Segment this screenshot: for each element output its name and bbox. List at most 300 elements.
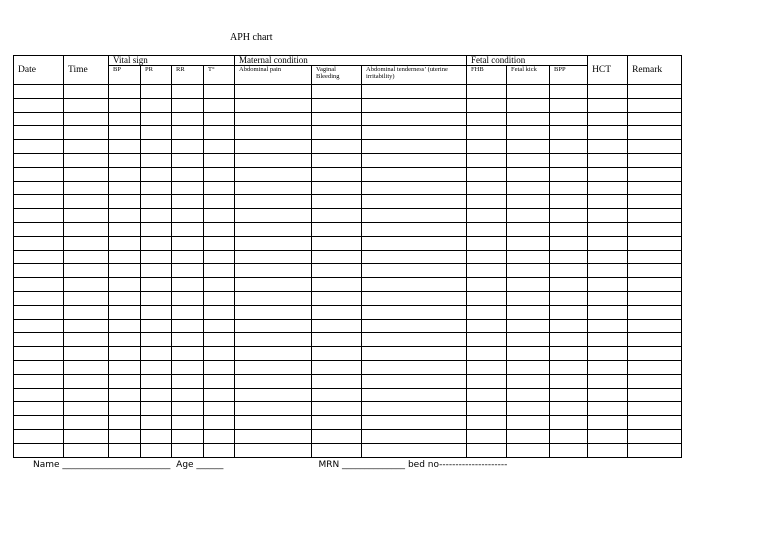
table-cell[interactable]	[204, 153, 235, 167]
table-cell[interactable]	[14, 360, 64, 374]
table-cell[interactable]	[204, 333, 235, 347]
table-cell[interactable]	[628, 167, 682, 181]
table-cell[interactable]	[64, 402, 109, 416]
table-cell[interactable]	[362, 153, 467, 167]
table-cell[interactable]	[14, 402, 64, 416]
table-cell[interactable]	[628, 112, 682, 126]
table-cell[interactable]	[109, 360, 141, 374]
table-cell[interactable]	[109, 333, 141, 347]
table-cell[interactable]	[172, 402, 204, 416]
table-cell[interactable]	[312, 98, 362, 112]
table-cell[interactable]	[14, 416, 64, 430]
table-cell[interactable]	[507, 209, 550, 223]
table-cell[interactable]	[588, 85, 628, 99]
table-cell[interactable]	[204, 443, 235, 457]
table-cell[interactable]	[362, 291, 467, 305]
table-cell[interactable]	[64, 167, 109, 181]
table-cell[interactable]	[141, 112, 172, 126]
table-cell[interactable]	[109, 443, 141, 457]
table-cell[interactable]	[109, 112, 141, 126]
table-cell[interactable]	[467, 112, 507, 126]
table-cell[interactable]	[362, 402, 467, 416]
table-cell[interactable]	[14, 333, 64, 347]
table-cell[interactable]	[141, 98, 172, 112]
table-cell[interactable]	[235, 443, 312, 457]
table-cell[interactable]	[172, 278, 204, 292]
table-cell[interactable]	[628, 195, 682, 209]
table-cell[interactable]	[550, 209, 588, 223]
table-cell[interactable]	[550, 85, 588, 99]
table-cell[interactable]	[362, 333, 467, 347]
table-cell[interactable]	[312, 443, 362, 457]
table-cell[interactable]	[235, 98, 312, 112]
table-cell[interactable]	[312, 291, 362, 305]
table-cell[interactable]	[312, 112, 362, 126]
table-cell[interactable]	[109, 167, 141, 181]
table-cell[interactable]	[172, 195, 204, 209]
table-cell[interactable]	[588, 264, 628, 278]
table-cell[interactable]	[588, 333, 628, 347]
table-cell[interactable]	[64, 443, 109, 457]
table-cell[interactable]	[550, 250, 588, 264]
table-cell[interactable]	[204, 140, 235, 154]
table-cell[interactable]	[14, 222, 64, 236]
table-cell[interactable]	[14, 181, 64, 195]
table-cell[interactable]	[141, 167, 172, 181]
table-cell[interactable]	[312, 181, 362, 195]
table-cell[interactable]	[14, 305, 64, 319]
table-cell[interactable]	[109, 126, 141, 140]
table-cell[interactable]	[204, 126, 235, 140]
table-cell[interactable]	[172, 333, 204, 347]
table-cell[interactable]	[204, 85, 235, 99]
table-cell[interactable]	[550, 443, 588, 457]
table-cell[interactable]	[141, 209, 172, 223]
table-cell[interactable]	[550, 153, 588, 167]
table-cell[interactable]	[362, 388, 467, 402]
table-cell[interactable]	[14, 195, 64, 209]
table-cell[interactable]	[550, 264, 588, 278]
table-cell[interactable]	[467, 429, 507, 443]
table-cell[interactable]	[172, 443, 204, 457]
table-cell[interactable]	[628, 402, 682, 416]
table-cell[interactable]	[235, 333, 312, 347]
table-cell[interactable]	[109, 222, 141, 236]
table-cell[interactable]	[588, 112, 628, 126]
table-cell[interactable]	[467, 181, 507, 195]
table-cell[interactable]	[235, 416, 312, 430]
table-cell[interactable]	[467, 388, 507, 402]
table-cell[interactable]	[588, 181, 628, 195]
table-cell[interactable]	[14, 167, 64, 181]
table-cell[interactable]	[14, 264, 64, 278]
table-cell[interactable]	[362, 209, 467, 223]
table-cell[interactable]	[14, 278, 64, 292]
table-cell[interactable]	[628, 319, 682, 333]
table-cell[interactable]	[109, 98, 141, 112]
table-cell[interactable]	[467, 333, 507, 347]
table-cell[interactable]	[550, 319, 588, 333]
table-cell[interactable]	[467, 222, 507, 236]
table-cell[interactable]	[64, 250, 109, 264]
table-cell[interactable]	[628, 236, 682, 250]
table-cell[interactable]	[312, 153, 362, 167]
table-cell[interactable]	[507, 291, 550, 305]
table-cell[interactable]	[204, 195, 235, 209]
table-cell[interactable]	[362, 305, 467, 319]
table-cell[interactable]	[588, 360, 628, 374]
table-cell[interactable]	[507, 98, 550, 112]
table-cell[interactable]	[507, 319, 550, 333]
table-cell[interactable]	[204, 374, 235, 388]
table-cell[interactable]	[588, 209, 628, 223]
table-cell[interactable]	[588, 374, 628, 388]
table-cell[interactable]	[14, 126, 64, 140]
table-cell[interactable]	[550, 167, 588, 181]
table-cell[interactable]	[362, 347, 467, 361]
table-cell[interactable]	[588, 402, 628, 416]
table-cell[interactable]	[507, 167, 550, 181]
table-cell[interactable]	[467, 278, 507, 292]
table-cell[interactable]	[141, 236, 172, 250]
table-cell[interactable]	[312, 85, 362, 99]
table-cell[interactable]	[588, 291, 628, 305]
table-cell[interactable]	[507, 402, 550, 416]
table-cell[interactable]	[172, 222, 204, 236]
table-cell[interactable]	[141, 222, 172, 236]
table-cell[interactable]	[172, 360, 204, 374]
table-cell[interactable]	[235, 195, 312, 209]
table-cell[interactable]	[628, 278, 682, 292]
table-cell[interactable]	[628, 429, 682, 443]
table-cell[interactable]	[628, 305, 682, 319]
table-cell[interactable]	[109, 140, 141, 154]
table-cell[interactable]	[172, 388, 204, 402]
table-cell[interactable]	[64, 222, 109, 236]
table-cell[interactable]	[362, 167, 467, 181]
table-cell[interactable]	[172, 98, 204, 112]
table-cell[interactable]	[467, 402, 507, 416]
table-cell[interactable]	[235, 222, 312, 236]
age-field[interactable]: Age ______	[176, 460, 224, 470]
table-cell[interactable]	[588, 250, 628, 264]
table-cell[interactable]	[141, 291, 172, 305]
table-cell[interactable]	[172, 153, 204, 167]
table-cell[interactable]	[109, 388, 141, 402]
table-cell[interactable]	[550, 222, 588, 236]
table-cell[interactable]	[362, 443, 467, 457]
table-cell[interactable]	[467, 305, 507, 319]
table-cell[interactable]	[550, 278, 588, 292]
table-cell[interactable]	[141, 333, 172, 347]
table-cell[interactable]	[109, 209, 141, 223]
table-cell[interactable]	[235, 167, 312, 181]
table-cell[interactable]	[588, 236, 628, 250]
table-cell[interactable]	[109, 153, 141, 167]
table-cell[interactable]	[109, 305, 141, 319]
table-cell[interactable]	[588, 195, 628, 209]
table-cell[interactable]	[141, 85, 172, 99]
table-cell[interactable]	[172, 236, 204, 250]
table-cell[interactable]	[204, 347, 235, 361]
table-cell[interactable]	[235, 319, 312, 333]
table-cell[interactable]	[588, 305, 628, 319]
table-cell[interactable]	[204, 209, 235, 223]
table-cell[interactable]	[467, 347, 507, 361]
table-cell[interactable]	[235, 347, 312, 361]
table-cell[interactable]	[172, 250, 204, 264]
table-cell[interactable]	[588, 319, 628, 333]
table-cell[interactable]	[550, 333, 588, 347]
table-cell[interactable]	[550, 429, 588, 443]
table-cell[interactable]	[172, 416, 204, 430]
table-cell[interactable]	[235, 153, 312, 167]
table-cell[interactable]	[467, 264, 507, 278]
table-cell[interactable]	[550, 388, 588, 402]
table-cell[interactable]	[312, 250, 362, 264]
table-cell[interactable]	[628, 264, 682, 278]
table-cell[interactable]	[204, 250, 235, 264]
table-cell[interactable]	[109, 181, 141, 195]
table-cell[interactable]	[109, 250, 141, 264]
table-cell[interactable]	[64, 195, 109, 209]
table-cell[interactable]	[362, 278, 467, 292]
table-cell[interactable]	[172, 291, 204, 305]
table-cell[interactable]	[204, 167, 235, 181]
table-cell[interactable]	[14, 85, 64, 99]
table-cell[interactable]	[628, 222, 682, 236]
table-cell[interactable]	[141, 126, 172, 140]
table-cell[interactable]	[109, 195, 141, 209]
table-cell[interactable]	[235, 250, 312, 264]
table-cell[interactable]	[14, 319, 64, 333]
table-cell[interactable]	[235, 112, 312, 126]
table-cell[interactable]	[204, 319, 235, 333]
table-cell[interactable]	[204, 388, 235, 402]
table-cell[interactable]	[64, 278, 109, 292]
table-cell[interactable]	[172, 305, 204, 319]
table-cell[interactable]	[235, 402, 312, 416]
table-cell[interactable]	[172, 126, 204, 140]
table-cell[interactable]	[312, 222, 362, 236]
table-cell[interactable]	[550, 416, 588, 430]
table-cell[interactable]	[362, 112, 467, 126]
table-cell[interactable]	[64, 85, 109, 99]
table-cell[interactable]	[588, 278, 628, 292]
table-cell[interactable]	[550, 305, 588, 319]
table-cell[interactable]	[64, 429, 109, 443]
table-cell[interactable]	[362, 374, 467, 388]
table-cell[interactable]	[14, 112, 64, 126]
table-cell[interactable]	[362, 85, 467, 99]
table-cell[interactable]	[507, 347, 550, 361]
table-cell[interactable]	[64, 305, 109, 319]
table-cell[interactable]	[172, 347, 204, 361]
table-cell[interactable]	[14, 291, 64, 305]
table-cell[interactable]	[64, 347, 109, 361]
table-cell[interactable]	[628, 209, 682, 223]
table-cell[interactable]	[204, 236, 235, 250]
table-cell[interactable]	[628, 416, 682, 430]
table-cell[interactable]	[235, 278, 312, 292]
table-cell[interactable]	[628, 347, 682, 361]
table-cell[interactable]	[507, 236, 550, 250]
table-cell[interactable]	[172, 319, 204, 333]
table-cell[interactable]	[235, 429, 312, 443]
table-cell[interactable]	[362, 126, 467, 140]
table-cell[interactable]	[204, 222, 235, 236]
table-cell[interactable]	[204, 305, 235, 319]
table-cell[interactable]	[141, 305, 172, 319]
table-cell[interactable]	[109, 416, 141, 430]
table-cell[interactable]	[172, 85, 204, 99]
table-cell[interactable]	[550, 236, 588, 250]
table-cell[interactable]	[362, 264, 467, 278]
table-cell[interactable]	[507, 153, 550, 167]
table-cell[interactable]	[64, 416, 109, 430]
table-cell[interactable]	[628, 126, 682, 140]
table-cell[interactable]	[235, 374, 312, 388]
table-cell[interactable]	[235, 264, 312, 278]
table-cell[interactable]	[467, 140, 507, 154]
table-cell[interactable]	[109, 402, 141, 416]
table-cell[interactable]	[467, 443, 507, 457]
table-cell[interactable]	[141, 416, 172, 430]
table-cell[interactable]	[507, 195, 550, 209]
table-cell[interactable]	[204, 278, 235, 292]
table-cell[interactable]	[467, 98, 507, 112]
table-cell[interactable]	[362, 140, 467, 154]
table-cell[interactable]	[64, 264, 109, 278]
table-cell[interactable]	[628, 98, 682, 112]
mrn-field[interactable]: MRN ______________	[318, 460, 406, 470]
table-cell[interactable]	[362, 319, 467, 333]
table-cell[interactable]	[204, 291, 235, 305]
table-cell[interactable]	[362, 181, 467, 195]
table-cell[interactable]	[14, 347, 64, 361]
table-cell[interactable]	[628, 85, 682, 99]
table-cell[interactable]	[235, 388, 312, 402]
table-cell[interactable]	[588, 222, 628, 236]
table-cell[interactable]	[550, 181, 588, 195]
table-cell[interactable]	[141, 319, 172, 333]
table-cell[interactable]	[64, 291, 109, 305]
table-cell[interactable]	[507, 360, 550, 374]
table-cell[interactable]	[172, 209, 204, 223]
table-cell[interactable]	[507, 416, 550, 430]
table-cell[interactable]	[628, 360, 682, 374]
table-cell[interactable]	[362, 250, 467, 264]
table-cell[interactable]	[172, 140, 204, 154]
table-cell[interactable]	[204, 181, 235, 195]
table-cell[interactable]	[507, 278, 550, 292]
table-cell[interactable]	[507, 333, 550, 347]
table-cell[interactable]	[362, 416, 467, 430]
table-cell[interactable]	[467, 153, 507, 167]
table-cell[interactable]	[172, 374, 204, 388]
table-cell[interactable]	[109, 374, 141, 388]
table-cell[interactable]	[204, 402, 235, 416]
table-cell[interactable]	[312, 195, 362, 209]
table-cell[interactable]	[64, 374, 109, 388]
table-cell[interactable]	[507, 250, 550, 264]
table-cell[interactable]	[550, 374, 588, 388]
table-cell[interactable]	[628, 140, 682, 154]
table-cell[interactable]	[588, 140, 628, 154]
table-cell[interactable]	[64, 112, 109, 126]
table-cell[interactable]	[507, 264, 550, 278]
table-cell[interactable]	[588, 347, 628, 361]
table-cell[interactable]	[588, 98, 628, 112]
table-cell[interactable]	[628, 250, 682, 264]
table-cell[interactable]	[172, 181, 204, 195]
table-cell[interactable]	[172, 167, 204, 181]
table-cell[interactable]	[312, 126, 362, 140]
table-cell[interactable]	[362, 222, 467, 236]
table-cell[interactable]	[312, 416, 362, 430]
table-cell[interactable]	[312, 429, 362, 443]
table-cell[interactable]	[14, 153, 64, 167]
table-cell[interactable]	[550, 126, 588, 140]
table-cell[interactable]	[141, 250, 172, 264]
table-cell[interactable]	[588, 153, 628, 167]
table-cell[interactable]	[141, 429, 172, 443]
table-cell[interactable]	[141, 374, 172, 388]
table-cell[interactable]	[141, 402, 172, 416]
table-cell[interactable]	[362, 195, 467, 209]
table-cell[interactable]	[141, 388, 172, 402]
table-cell[interactable]	[467, 416, 507, 430]
table-cell[interactable]	[507, 140, 550, 154]
table-cell[interactable]	[312, 167, 362, 181]
table-cell[interactable]	[312, 264, 362, 278]
table-cell[interactable]	[204, 429, 235, 443]
table-cell[interactable]	[312, 305, 362, 319]
table-cell[interactable]	[467, 291, 507, 305]
table-cell[interactable]	[64, 153, 109, 167]
table-cell[interactable]	[109, 347, 141, 361]
table-cell[interactable]	[64, 333, 109, 347]
table-cell[interactable]	[507, 305, 550, 319]
table-cell[interactable]	[109, 278, 141, 292]
table-cell[interactable]	[235, 140, 312, 154]
table-cell[interactable]	[550, 347, 588, 361]
table-cell[interactable]	[14, 98, 64, 112]
table-cell[interactable]	[172, 264, 204, 278]
table-cell[interactable]	[141, 153, 172, 167]
table-cell[interactable]	[588, 388, 628, 402]
table-cell[interactable]	[507, 222, 550, 236]
table-cell[interactable]	[64, 319, 109, 333]
table-cell[interactable]	[14, 236, 64, 250]
table-cell[interactable]	[550, 402, 588, 416]
table-cell[interactable]	[172, 429, 204, 443]
table-cell[interactable]	[628, 291, 682, 305]
table-cell[interactable]	[64, 126, 109, 140]
table-cell[interactable]	[109, 236, 141, 250]
table-cell[interactable]	[204, 264, 235, 278]
table-cell[interactable]	[14, 443, 64, 457]
table-cell[interactable]	[64, 98, 109, 112]
table-cell[interactable]	[141, 195, 172, 209]
table-cell[interactable]	[588, 167, 628, 181]
table-cell[interactable]	[312, 347, 362, 361]
table-cell[interactable]	[141, 264, 172, 278]
table-cell[interactable]	[467, 209, 507, 223]
table-cell[interactable]	[235, 181, 312, 195]
table-cell[interactable]	[628, 153, 682, 167]
table-cell[interactable]	[64, 236, 109, 250]
